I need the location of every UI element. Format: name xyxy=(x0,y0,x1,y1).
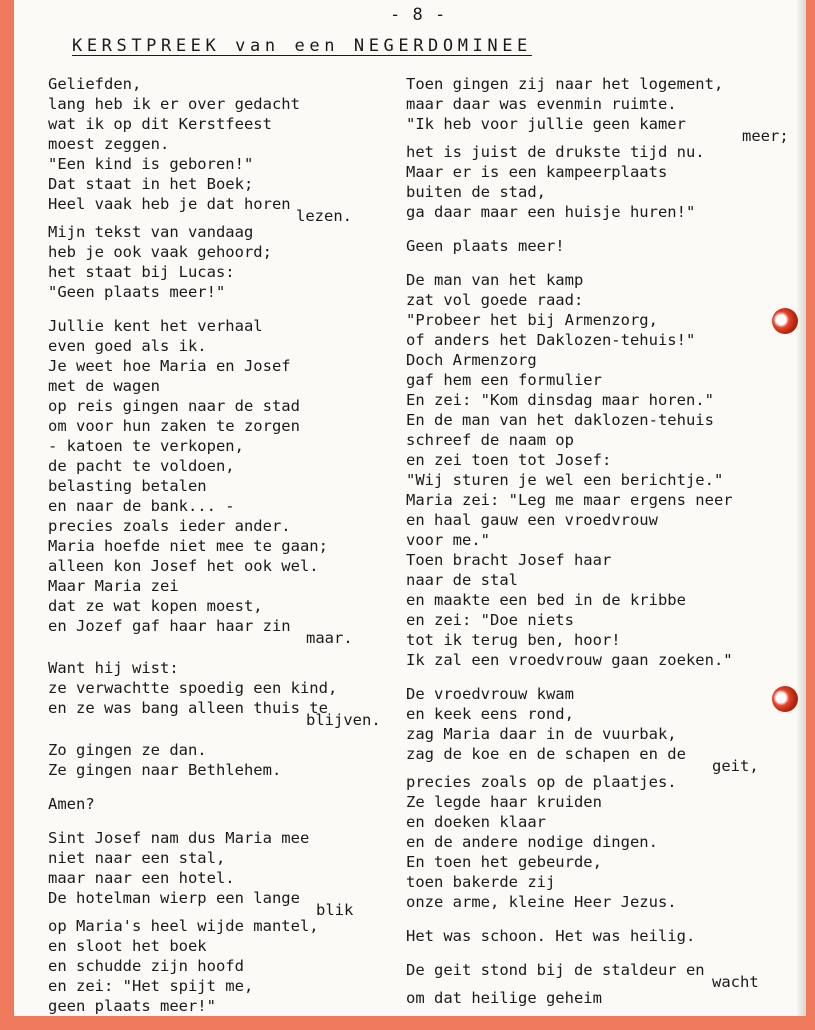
poem-line: en naar de bank... - xyxy=(48,497,235,515)
poem-line: en maakte een bed in de kribbe xyxy=(406,591,686,609)
poem-line: Maria zei: "Leg me maar ergens neer xyxy=(406,491,733,509)
poem-line: en zei: "Het spijt me, xyxy=(48,977,254,995)
poem-line: om voor hun zaken te zorgen xyxy=(48,417,300,435)
poem-line: zat vol goede raad: xyxy=(406,291,584,309)
poem-line-overflow: lezen. xyxy=(296,207,352,225)
poem-line-overflow: maar. xyxy=(306,629,353,647)
poem-line: Maar Maria zei xyxy=(48,577,179,595)
right-column xyxy=(406,74,789,1022)
poem-line-wrapped xyxy=(406,114,789,145)
poem-line: Geen plaats meer! xyxy=(406,237,565,255)
stanza xyxy=(48,794,393,814)
poem-line: met de wagen xyxy=(48,377,160,395)
poem-line: dat ze wat kopen moest, xyxy=(48,597,263,615)
stanza xyxy=(48,74,393,302)
poem-line: Jullie kent het verhaal xyxy=(48,317,263,335)
poem-line: Geliefden, xyxy=(48,75,142,93)
stanza xyxy=(406,684,786,912)
poem-line: onze arme, kleine Heer Jezus. xyxy=(406,893,677,911)
poem-line: Sint Josef nam dus Maria mee xyxy=(48,829,310,847)
poem-line: Ze legde haar kruiden xyxy=(406,793,602,811)
poem-line: Je weet hoe Maria en Josef xyxy=(48,357,291,375)
punch-hole-top xyxy=(772,308,798,334)
poem-line: tot ik terug ben, hoor! xyxy=(406,631,621,649)
poem-line: en de andere nodige dingen. xyxy=(406,833,658,851)
document-page xyxy=(14,0,806,1016)
poem-line: en schudde zijn hoofd xyxy=(48,957,244,975)
poem-line-main: De hotelman wierp een lange xyxy=(48,889,300,907)
poem-line: precies zoals ieder ander. xyxy=(48,517,291,535)
poem-line-overflow: wacht xyxy=(712,973,759,991)
poem-line-overflow: geit, xyxy=(712,757,759,775)
stanza xyxy=(48,828,393,1016)
poem-line-wrapped xyxy=(406,744,786,775)
stanza xyxy=(48,316,393,647)
poem-line-wrapped xyxy=(406,960,786,991)
stanza xyxy=(48,658,393,729)
poem-line: om dat heilige geheim xyxy=(406,989,602,1007)
poem-line-main: zag de koe en de schapen en de xyxy=(406,745,686,763)
page-number: - 8 - xyxy=(390,5,447,25)
stanza xyxy=(406,74,789,222)
poem-line: maar naar een hotel. xyxy=(48,869,235,887)
poem-line: Dat staat in het Boek; xyxy=(48,175,254,193)
punch-hole-bottom xyxy=(772,686,798,712)
poem-line: niet naar een stal, xyxy=(48,849,226,867)
poem-line: De man van het kamp xyxy=(406,271,584,289)
poem-line: ze verwachtte spoedig een kind, xyxy=(48,679,338,697)
poem-line: En toen het gebeurde, xyxy=(406,853,602,871)
poem-line: en zei: "Doe niets xyxy=(406,611,574,629)
poem-line: de pacht te voldoen, xyxy=(48,457,235,475)
poem-line: Maria hoefde niet mee te gaan; xyxy=(48,537,328,555)
poem-line: gaf hem een formulier xyxy=(406,371,602,389)
poem-line: maar daar was evenmin ruimte. xyxy=(406,95,677,113)
poem-line-wrapped xyxy=(48,616,393,647)
poem-line: Maar er is een kampeerplaats xyxy=(406,163,668,181)
poem-line: zag Maria daar in de vuurbak, xyxy=(406,725,677,743)
poem-line: het staat bij Lucas: xyxy=(48,263,235,281)
poem-line: toen bakerde zij xyxy=(406,873,556,891)
poem-line: voor me." xyxy=(406,531,490,549)
poem-line: en doeken klaar xyxy=(406,813,546,831)
poem-line: of anders het Daklozen-tehuis!" xyxy=(406,331,696,349)
poem-line-main: en Jozef gaf haar haar zin xyxy=(48,617,291,635)
poem-line: Want hij wist: xyxy=(48,659,179,677)
stanza xyxy=(406,270,786,670)
poem-line: ga daar maar een huisje huren!" xyxy=(406,203,696,221)
page-title: KERSTPREEK van een NEGERDOMINEE xyxy=(72,36,532,56)
poem-line: op reis gingen naar de stad xyxy=(48,397,300,415)
poem-line: Toen gingen zij naar het logement, xyxy=(406,75,724,93)
poem-line: schreef de naam op xyxy=(406,431,574,449)
poem-line: lang heb ik er over gedacht xyxy=(48,95,300,113)
poem-line-wrapped xyxy=(48,194,393,225)
left-column xyxy=(48,74,393,1030)
poem-line: De vroedvrouw kwam xyxy=(406,685,574,703)
poem-line: precies zoals op de plaatjes. xyxy=(406,773,677,791)
poem-line-main: en ze was bang alleen thuis te xyxy=(48,699,328,717)
poem-line-main: "Ik heb voor jullie geen kamer xyxy=(406,115,686,133)
poem-line: wat ik op dit Kerstfeest xyxy=(48,115,272,133)
poem-line-overflow: blijven. xyxy=(306,711,381,729)
poem-line-overflow: meer; xyxy=(742,127,789,145)
page-edge-shadow xyxy=(796,0,806,1016)
poem-line: heb je ook vaak gehoord; xyxy=(48,243,272,261)
poem-line: - katoen te verkopen, xyxy=(48,437,244,455)
poem-line: en haal gauw een vroedvrouw xyxy=(406,511,658,529)
poem-line: alleen kon Josef het ook wel. xyxy=(48,557,319,575)
poem-line-wrapped xyxy=(48,888,393,919)
poem-line: "Een kind is geboren!" xyxy=(48,155,254,173)
poem-line: geen plaats meer!" xyxy=(48,997,216,1015)
poem-line: Ze gingen naar Bethlehem. xyxy=(48,761,282,779)
poem-line: buiten de stad, xyxy=(406,183,546,201)
poem-line: belasting betalen xyxy=(48,477,207,495)
poem-line-wrapped xyxy=(48,698,393,729)
poem-line: Mijn tekst van vandaag xyxy=(48,223,254,241)
poem-line-overflow: blik xyxy=(316,901,354,919)
poem-line-main: Heel vaak heb je dat horen xyxy=(48,195,291,213)
poem-line: moest zeggen. xyxy=(48,135,170,153)
poem-line: en sloot het boek xyxy=(48,937,207,955)
poem-line: het is juist de drukste tijd nu. xyxy=(406,143,705,161)
poem-line: en zei toen tot Josef: xyxy=(406,451,612,469)
poem-line: Doch Armenzorg xyxy=(406,351,537,369)
poem-line: op Maria's heel wijde mantel, xyxy=(48,917,319,935)
stanza xyxy=(406,236,786,256)
stanza xyxy=(406,926,786,946)
poem-line: Toen bracht Josef haar xyxy=(406,551,612,569)
poem-line: Ik zal een vroedvrouw gaan zoeken." xyxy=(406,651,733,669)
poem-line: "Probeer het bij Armenzorg, xyxy=(406,311,658,329)
poem-line: even goed als ik. xyxy=(48,337,207,355)
poem-line: "Geen plaats meer!" xyxy=(48,283,226,301)
poem-line: En de man van het daklozen-tehuis xyxy=(406,411,714,429)
poem-line: Het was schoon. Het was heilig. xyxy=(406,927,696,945)
poem-line: en keek eens rond, xyxy=(406,705,574,723)
stanza xyxy=(48,740,393,780)
stanza xyxy=(406,960,786,1008)
poem-line: Zo gingen ze dan. xyxy=(48,741,207,759)
poem-line-main: De geit stond bij de staldeur en xyxy=(406,961,705,979)
poem-line: "Wij sturen je wel een berichtje." xyxy=(406,471,724,489)
poem-line: Amen? xyxy=(48,795,95,813)
poem-line: naar de stal xyxy=(406,571,518,589)
poem-line: En zei: "Kom dinsdag maar horen." xyxy=(406,391,714,409)
